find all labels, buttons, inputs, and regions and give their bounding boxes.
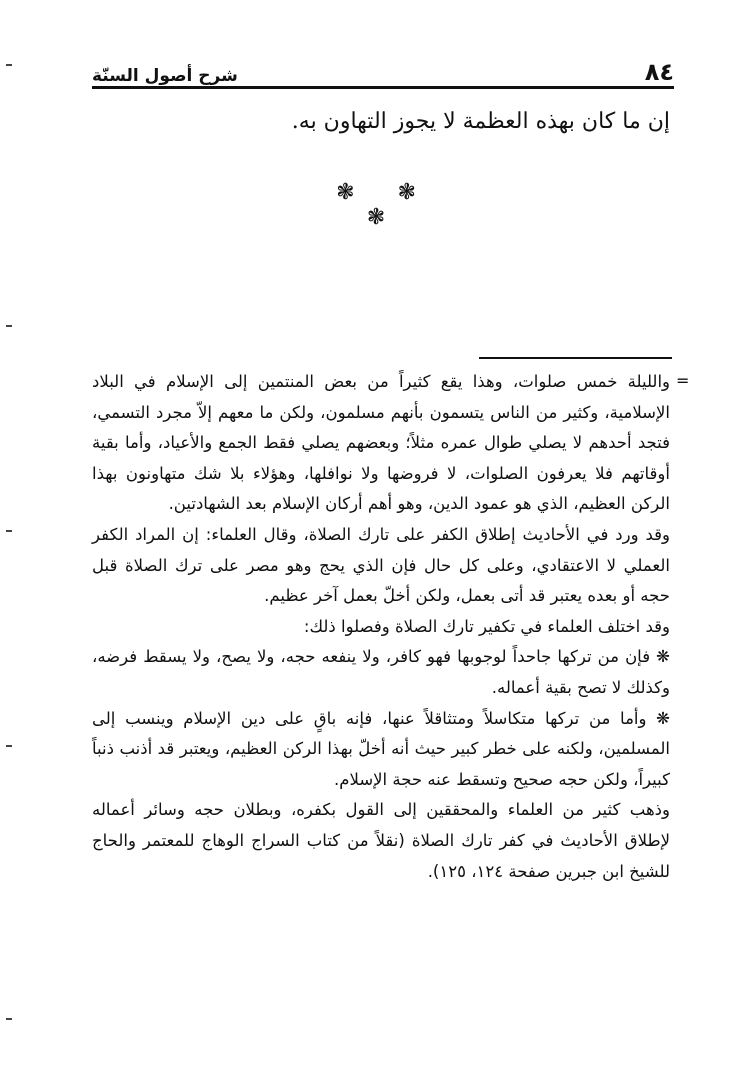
footnote-paragraph: وقد اختلف العلماء في تكفير تارك الصلاة وفصلوا ذلك: — [303, 616, 670, 636]
footnote-rule — [479, 357, 672, 359]
scan-margin-mark — [6, 530, 12, 532]
footnote-block — [92, 367, 670, 887]
footnote-paragraph: وذهب كثير من العلماء والمحققين إلى القول بكفره، وبطلان حجه وسائر أعماله لإطلاق الأحاديث في كفر تارك الصلاة (نقلاً من كتاب السراج الوهاج للمعتمر والحاج للشيخ ابن جبرين صفحة ١٢٤، ١٢٥). — [92, 800, 670, 881]
main-text-line: إن ما كان بهذه العظمة لا يجوز التهاون به. — [291, 109, 670, 134]
scan-margin-mark — [6, 745, 12, 747]
footnote-paragraph: وقد ورد في الأحاديث إطلاق الكفر على تارك الصلاة، وقال العلماء: إن المراد الكفر العملي لا الاعتقادي، وعلى كل حال فإن الذي يحج وهو مصر على ترك الصلاة قبل حجه أو بعده يعتبر قد أتى بعمل، ولكن أخلّ بعمل آخر عظيم. — [92, 524, 670, 606]
scan-margin-mark — [6, 325, 12, 327]
scan-margin-mark — [6, 1018, 12, 1020]
book-title: شرح أصول السنّة — [92, 66, 238, 86]
header-rule — [92, 86, 674, 89]
scan-margin-mark — [6, 64, 12, 66]
section-separator: ❃ ❃ ❃ — [336, 180, 434, 230]
footnote-paragraph: ❋ وأما من تركها متكاسلاً ومتثاقلاً عنها، فإنه باقٍ على دين الإسلام وينسب إلى المسلمين، ولكنه على خطر كبير حيث أنه أخلّ بهذا الركن العظيم، ويعتبر قد أذنب ذنباً كبيراً، ولكن حجه صحيح وتسقط عنه حجة الإسلام. — [92, 708, 670, 789]
footnote-paragraph: والليلة خمس صلوات، وهذا يقع كثيراً من بعض المنتمين إلى الإسلام في البلاد الإسلامية، وكثير من الناس يتسمون بأنهم مسلمون، ولكن ما معهم إلاّ مجرد التسمي، فتجد أحدهم لا يصلي طوال عمره مثلاً؛ وبعضهم يصلي فقط الجمع والأعياد، وأما بقية أوقاتهم فلا يعرفون الصلوات، لا فروضها ولا نوافلها، وهؤلاء بلا شك متهاونون بهذا الركن العظيم، الذي هو عمود الدين، وهو أهم أركان الإسلام بعد الشهادتين. — [92, 372, 670, 514]
page-number: ٨٤ — [644, 58, 674, 86]
footnote-continuation-marker: = — [676, 371, 690, 390]
footnote-paragraph: ❋ فإن من تركها جاحداً لوجوبها فهو كافر، ولا ينفعه حجه، ولا يصح، ولا يسقط فرضه، وكذلك لا تصح بقية أعماله. — [92, 647, 670, 697]
page-header — [92, 52, 674, 86]
